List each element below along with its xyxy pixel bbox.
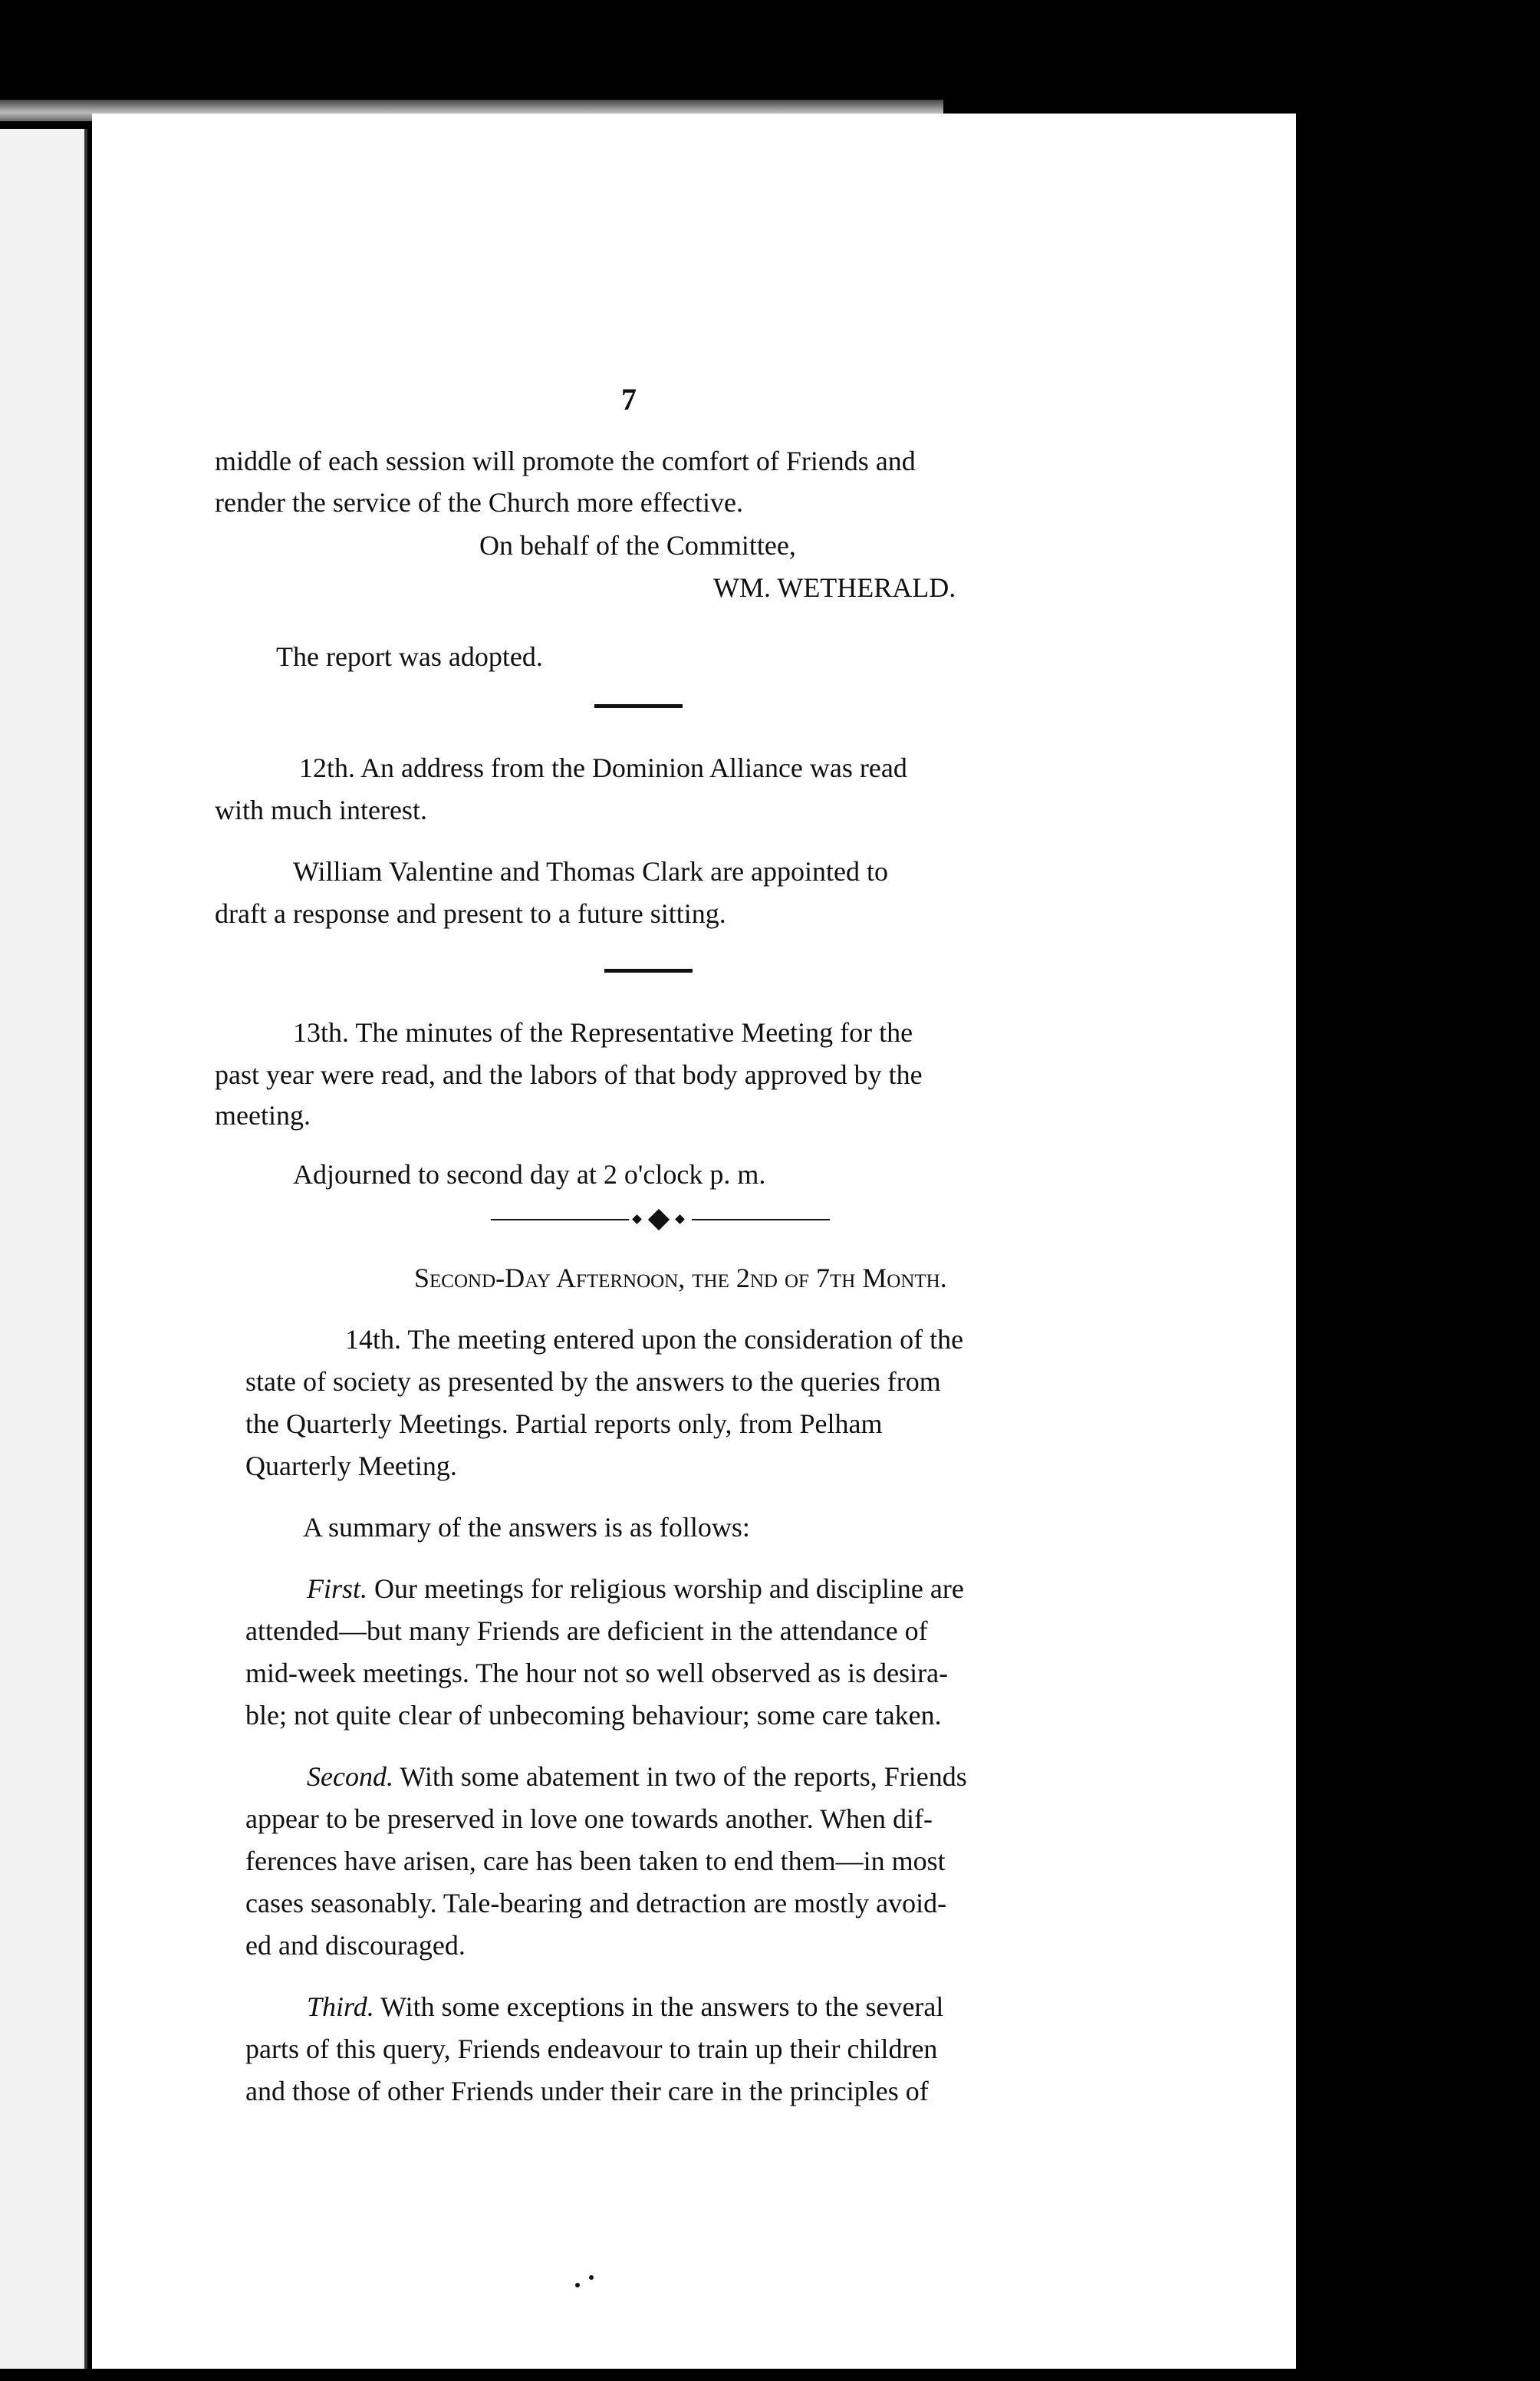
text-line: ble; not quite clear of unbecoming behaviour; some care taken. <box>245 1700 942 1731</box>
text-line: and those of other Friends under their care in the principles of <box>245 2076 929 2106</box>
section-divider <box>594 704 683 708</box>
left-page-edge <box>0 129 87 2369</box>
query-text: Our meetings for religious worship and discipline are <box>367 1573 964 1604</box>
text-line: meeting. <box>215 1100 311 1131</box>
text-line: middle of each session will promote the comfort of Friends and <box>215 446 916 476</box>
text-line: Adjourned to second day at 2 o'clock p. m. <box>293 1159 766 1190</box>
text-line <box>307 1755 967 1798</box>
query-label: First. <box>307 1573 368 1604</box>
text-line: appear to be preserved in love one towards another. When dif- <box>245 1803 933 1834</box>
text-line: ed and discouraged. <box>245 1930 466 1961</box>
scan-speck <box>589 2275 594 2280</box>
section-heading: Second-Day Afternoon, the 2nd of 7th Month. <box>414 1263 947 1293</box>
query-text: With some abatement in two of the reports, Friends <box>393 1761 967 1792</box>
text-line: 13th. The minutes of the Representative Meeting for the <box>293 1017 913 1048</box>
text-line: attended—but many Friends are deficient in the attendance of <box>245 1615 928 1646</box>
text-line: parts of this query, Friends endeavour to train up their children <box>245 2034 938 2064</box>
query-text: With some exceptions in the answers to the several <box>373 1991 944 2022</box>
signature-line: WM. WETHERALD. <box>713 572 956 603</box>
text-line: 12th. An address from the Dominion Alliance was read <box>299 753 907 783</box>
page-number: 7 <box>621 382 637 417</box>
text-line: William Valentine and Thomas Clark are appointed to <box>293 856 889 887</box>
query-label: Second. <box>307 1761 393 1792</box>
text-line: state of society as presented by the answers to the queries from <box>245 1366 941 1397</box>
text-line: A summary of the answers is as follows: <box>303 1512 750 1543</box>
text-line: the Quarterly Meetings. Partial reports only, from Pelham <box>245 1408 883 1439</box>
text-line: mid-week meetings. The hour not so well observed as is desira- <box>245 1658 949 1688</box>
text-line <box>307 1567 964 1610</box>
text-line: cases seasonably. Tale-bearing and detraction are mostly avoid- <box>245 1888 947 1918</box>
text-line: The report was adopted. <box>276 641 543 672</box>
text-line <box>307 1985 943 2028</box>
query-label: Third. <box>307 1991 374 2022</box>
text-line: render the service of the Church more effective. <box>215 487 744 518</box>
document-page <box>92 114 1296 2369</box>
text-line: On behalf of the Committee, <box>479 530 796 561</box>
scan-speck <box>575 2283 580 2287</box>
text-line: ferences have arisen, care has been taken to end them—in most <box>245 1846 946 1876</box>
text-line: Quarterly Meeting. <box>245 1451 457 1481</box>
ornamental-divider <box>491 1210 836 1229</box>
section-divider <box>604 969 693 973</box>
text-line: draft a response and present to a future sitting. <box>215 898 726 929</box>
text-line: past year were read, and the labors of that body approved by the <box>215 1059 923 1090</box>
text-line: 14th. The meeting entered upon the consideration of the <box>345 1324 964 1355</box>
text-line: with much interest. <box>215 795 427 825</box>
